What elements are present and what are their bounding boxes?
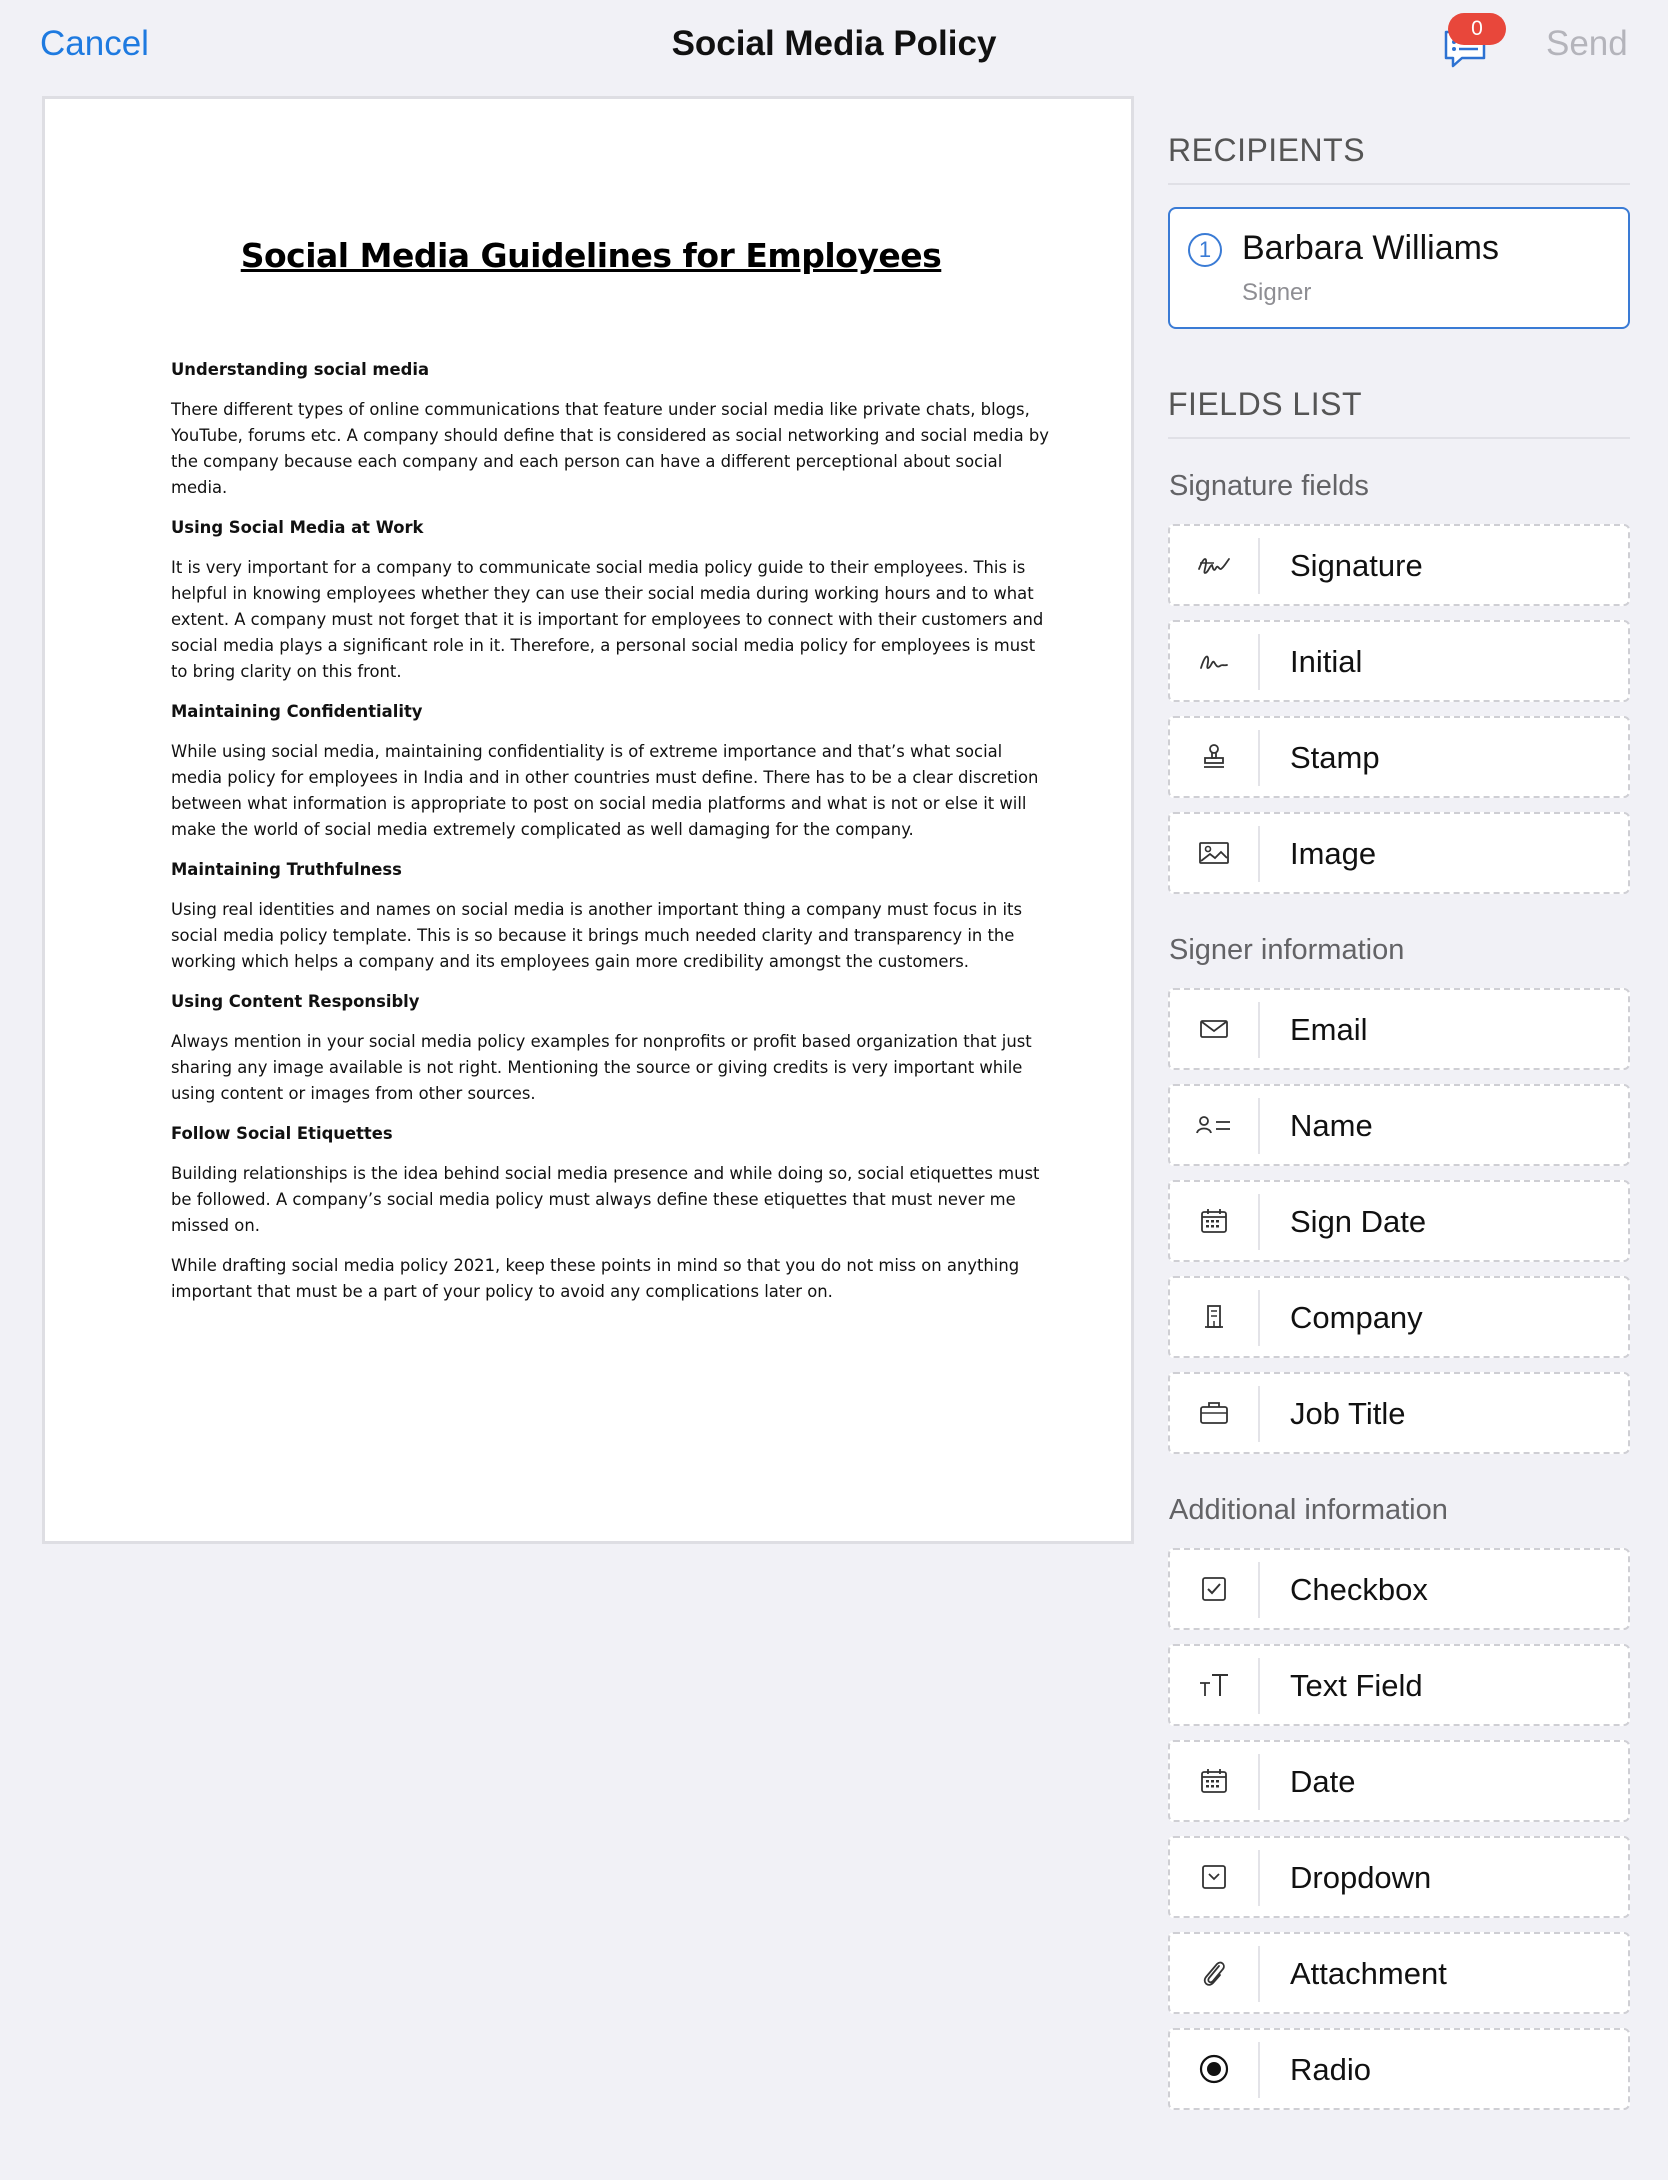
field-label: Job Title [1290,1396,1406,1431]
field-text-field[interactable] [1168,1644,1630,1726]
navigation-bar [0,0,1668,92]
image-icon [1170,814,1258,892]
field-divider [1258,1290,1260,1346]
field-attachment[interactable] [1168,1932,1630,2014]
field-divider [1258,730,1260,786]
field-label: Date [1290,1764,1356,1799]
section-heading: Using Social Media at Work [171,518,424,537]
cancel-button[interactable]: Cancel [40,24,149,63]
field-sign-date[interactable] [1168,1180,1630,1262]
email-icon [1170,990,1258,1068]
calendar-icon [1170,1182,1258,1260]
group-label-signature-fields: Signature fields [1169,470,1369,502]
section-paragraph: Always mention in your social media policy examples for nonprofits or profit based organization that just sharing any image available is not right. Mentioning the source or giving credits is very important while using content or images from other sources. [171,1032,1032,1103]
field-divider [1258,1658,1260,1714]
field-divider [1258,826,1260,882]
field-label: Signature [1290,548,1423,583]
recipients-header: RECIPIENTS [1168,132,1630,185]
section-paragraph: Using real identities and names on social media is another important thing a company must focus in its social media policy template. This is so because it brings much needed clarity and transparency in the working which helps a company and its employees gain more credibility amongst the customers. [171,900,1023,971]
field-email[interactable] [1168,988,1630,1070]
field-divider [1258,1194,1260,1250]
briefcase-icon [1170,1374,1258,1452]
section-paragraph: It is very important for a company to communicate social media policy guide to their employees. This is helpful in knowing employees whether they can use their social media during working hours and to what extent. A company must not forget that it is important for employees to connect with their customers and social media plays a significant role in it. Therefore, a personal social media policy for employees is must to bring clarity on this front. [171,558,1044,681]
paperclip-icon [1170,1934,1258,2012]
send-button[interactable]: Send [1546,24,1628,63]
field-label: Image [1290,836,1377,871]
field-divider [1258,1002,1260,1058]
field-label: Company [1290,1300,1423,1335]
section-heading: Using Content Responsibly [171,992,420,1011]
calendar-icon [1170,1742,1258,1820]
checkbox-icon [1170,1550,1258,1628]
field-label: Sign Date [1290,1204,1427,1239]
field-label: Attachment [1290,1956,1447,1991]
group-label-additional-information: Additional information [1169,1494,1448,1526]
field-label: Checkbox [1290,1572,1428,1607]
field-divider [1258,2042,1260,2098]
field-company[interactable] [1168,1276,1630,1358]
fields-list-header: FIELDS LIST [1168,386,1630,439]
field-label: Name [1290,1108,1373,1143]
section-paragraph: While drafting social media policy 2021, keep these points in mind so that you do not miss on anything important that must be a part of your policy to avoid any complications later on. [171,1256,1020,1301]
section-heading: Understanding social media [171,360,430,379]
section-heading: Follow Social Etiquettes [171,1124,393,1143]
recipient-card[interactable] [1168,207,1630,329]
field-label: Email [1290,1012,1368,1047]
field-label: Stamp [1290,740,1380,775]
field-checkbox[interactable] [1168,1548,1630,1630]
page-title: Social Media Policy [671,24,997,63]
field-divider [1258,1946,1260,2002]
field-label: Dropdown [1290,1860,1432,1895]
field-divider [1258,634,1260,690]
field-image[interactable] [1168,812,1630,894]
section-heading: Maintaining Confidentiality [171,702,423,721]
field-divider [1258,1850,1260,1906]
field-divider [1258,538,1260,594]
comments-badge: 0 [1448,13,1506,45]
field-signature[interactable] [1168,524,1630,606]
building-icon [1170,1278,1258,1356]
group-label-signer-information: Signer information [1169,934,1405,966]
recipient-name: Barbara Williams [1242,229,1499,267]
section-heading: Maintaining Truthfulness [171,860,402,879]
radio-icon [1170,2030,1258,2108]
field-radio[interactable] [1168,2028,1630,2110]
recipient-role: Signer [1242,279,1312,306]
name-icon [1170,1086,1258,1164]
signature-icon [1170,526,1258,604]
field-date[interactable] [1168,1740,1630,1822]
field-label: Radio [1290,2052,1371,2087]
field-label: Text Field [1290,1668,1423,1703]
field-initial[interactable] [1168,620,1630,702]
field-divider [1258,1098,1260,1154]
field-divider [1258,1386,1260,1442]
text-field-icon [1170,1646,1258,1724]
field-stamp[interactable] [1168,716,1630,798]
document-page[interactable] [42,96,1134,1544]
document-body [171,357,1055,1319]
field-job-title[interactable] [1168,1372,1630,1454]
section-paragraph: There different types of online communications that feature under social media like private chats, blogs, YouTube, forums etc. A company should define that is considered as social networking and social media by the company because each company and each person can have a different perceptional about social media. [171,400,1049,497]
field-dropdown[interactable] [1168,1836,1630,1918]
dropdown-icon [1170,1838,1258,1916]
section-paragraph: Building relationships is the idea behind social media presence and while doing so, social etiquettes must be followed. A company’s social media policy must always define these etiquettes that must never me missed on. [171,1164,1040,1235]
initial-icon [1170,622,1258,700]
document-title: Social Media Guidelines for Employees [240,236,942,275]
field-name[interactable] [1168,1084,1630,1166]
recipient-number-badge: 1 [1188,233,1222,267]
stamp-icon [1170,718,1258,796]
field-divider [1258,1754,1260,1810]
field-label: Initial [1290,644,1363,679]
field-divider [1258,1562,1260,1618]
section-paragraph: While using social media, maintaining confidentiality is of extreme importance and that’s what social media policy for employees in India and in other countries must define. There has to be a clear discretion between what information is appropriate to post on social media platforms and what is not or else it will make the world of social media extremely complicated as well damaging for the company. [171,742,1039,839]
